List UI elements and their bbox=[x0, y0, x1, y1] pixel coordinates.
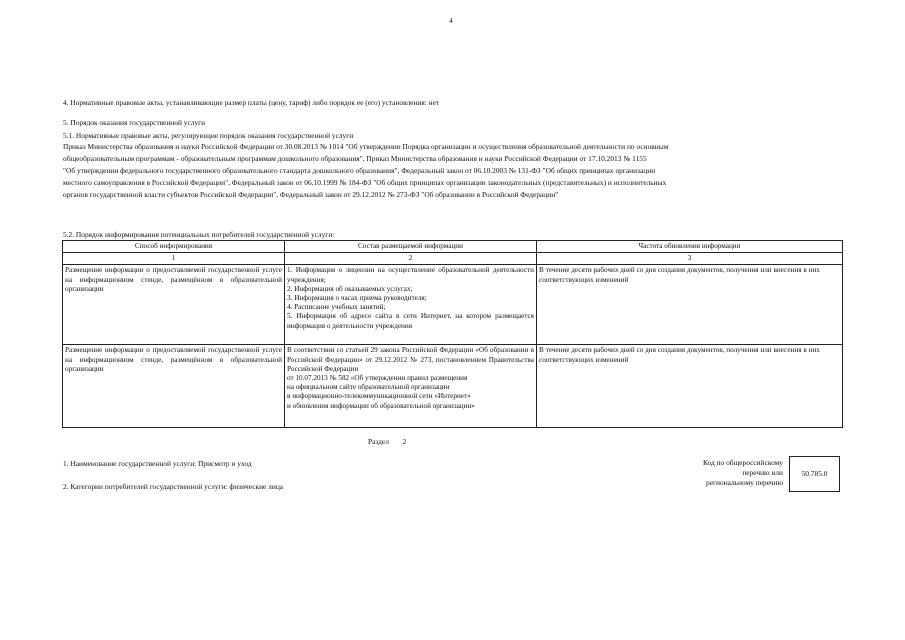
column-number: 1 bbox=[63, 253, 285, 265]
section-heading bbox=[368, 437, 406, 446]
code-value-box bbox=[789, 456, 840, 492]
content-cell bbox=[285, 345, 537, 428]
column-number: 3 bbox=[537, 253, 843, 265]
frequency-cell: В течение десяти рабочих дней со дня создания документов, получения или внесения в них соответствующих изменений bbox=[537, 345, 843, 428]
legal-acts-line: общеобразовательным программам - образовательным программам дошкольного образования", Приказ Министерства образования и науки Российской Федерации от 17.10.2013 № 1155 bbox=[63, 154, 647, 163]
method-cell: Размещение информации о предоставляемой государственной услуге на информационном стенде, размещённом в образовательной организации bbox=[63, 265, 285, 345]
section-number: 2 bbox=[402, 437, 407, 446]
content-line: В соответствии со статьей 29 закона Российской Федерации «Об образовании в Российской Федерации» от 29.12.2012 № 273, постановлением Правительства Российской Федерации bbox=[287, 346, 534, 373]
frequency-cell: В течение десяти рабочих дней со дня создания документов, получения или внесения в них соответствующих изменений bbox=[537, 265, 843, 345]
service-consumers: 2. Категории потребителей государственной услуги: физические лица bbox=[63, 482, 284, 491]
page-number: 4 bbox=[449, 16, 453, 25]
legal-acts-line: "Об утверждении федерального государственного образовательного стандарта дошкольного образования", Федеральный закон от 06.10.2003 № 131-ФЗ "Об общих принципах организации bbox=[63, 166, 656, 175]
content-line: в информационно-телекоммуникационной сети «Интернет» bbox=[287, 392, 471, 401]
table-row bbox=[63, 265, 843, 345]
code-label-line: Код по общероссийскому bbox=[702, 458, 783, 467]
content-line: и обновления информации об образовательной организации» bbox=[287, 401, 475, 410]
column-header: Способ информирования bbox=[63, 241, 285, 253]
code-value: 50.785.0 bbox=[801, 469, 828, 479]
column-header: Частота обновления информации bbox=[537, 241, 843, 253]
section5-title: 5. Порядок оказания государственной услуги bbox=[63, 118, 206, 127]
method-cell: Размещение информации о предоставляемой государственной услуге на информационном стенде, размещённом в образовательной организации bbox=[63, 345, 285, 428]
content-line: 4. Расписание учебных занятий; bbox=[287, 303, 386, 312]
section52-title: 5.2. Порядок информирования потенциальных потребителей государственной услуги: bbox=[63, 230, 335, 239]
section5-subtitle: 5.1. Нормативные правовые акты, регулирующие порядок оказания государственной услуги bbox=[63, 131, 354, 140]
content-line: 1. Информация о лицензии на осуществление образовательной деятельности учреждения; bbox=[287, 266, 534, 284]
service-name: 1. Наименование государственной услуги: Присмотр и уход bbox=[63, 459, 252, 468]
table-header-row bbox=[63, 241, 843, 253]
content-cell bbox=[285, 265, 537, 345]
code-label bbox=[703, 458, 783, 487]
table-row bbox=[63, 345, 843, 428]
content-line: 3. Информация о часах приема руководителя; bbox=[287, 294, 427, 303]
informing-table bbox=[62, 240, 843, 428]
section-label: Раздел bbox=[368, 437, 389, 446]
code-label-line: региональному перечню bbox=[706, 477, 783, 487]
content-line: от 10.07.2013 № 582 «Об утверждении правил размещения bbox=[287, 374, 468, 383]
column-header: Состав размещаемой информации bbox=[285, 241, 537, 253]
legal-acts-line: Приказ Министерства образования и науки Российской Федерации от 30.08.2013 № 1014 "Об утверждении Порядка организации и осуществления образовательной деятельности по основным bbox=[63, 142, 669, 151]
column-number: 2 bbox=[285, 253, 537, 265]
content-line: на официальном сайте образовательной организации bbox=[287, 383, 450, 392]
legal-acts-line: органов государственной власти субъектов Российской Федерации", Федеральный закон от 29.12.2012 № 273-ФЗ "Об образовании в Российской Федерации" bbox=[63, 190, 559, 199]
content-line: 5. Информация об адресе сайта в сети Интернет, на котором размещается информация о деятельности учреждения bbox=[287, 312, 534, 330]
content-line: 2. Информация об оказываемых услугах; bbox=[287, 284, 413, 293]
legal-acts-line: местного самоуправления в Российской Федерации", Федеральный закон от 06.10.1999 № 184-ФЗ "Об общих принципах организации законодательных (представительных) и исполнительных bbox=[63, 178, 667, 187]
section4-text: 4. Нормативные правовые акты, устанавливающие размер платы (цену, тариф) либо порядок ее (его) установления: нет bbox=[63, 98, 440, 107]
code-label-line: перечню или bbox=[742, 467, 783, 477]
table-number-row bbox=[63, 253, 843, 265]
